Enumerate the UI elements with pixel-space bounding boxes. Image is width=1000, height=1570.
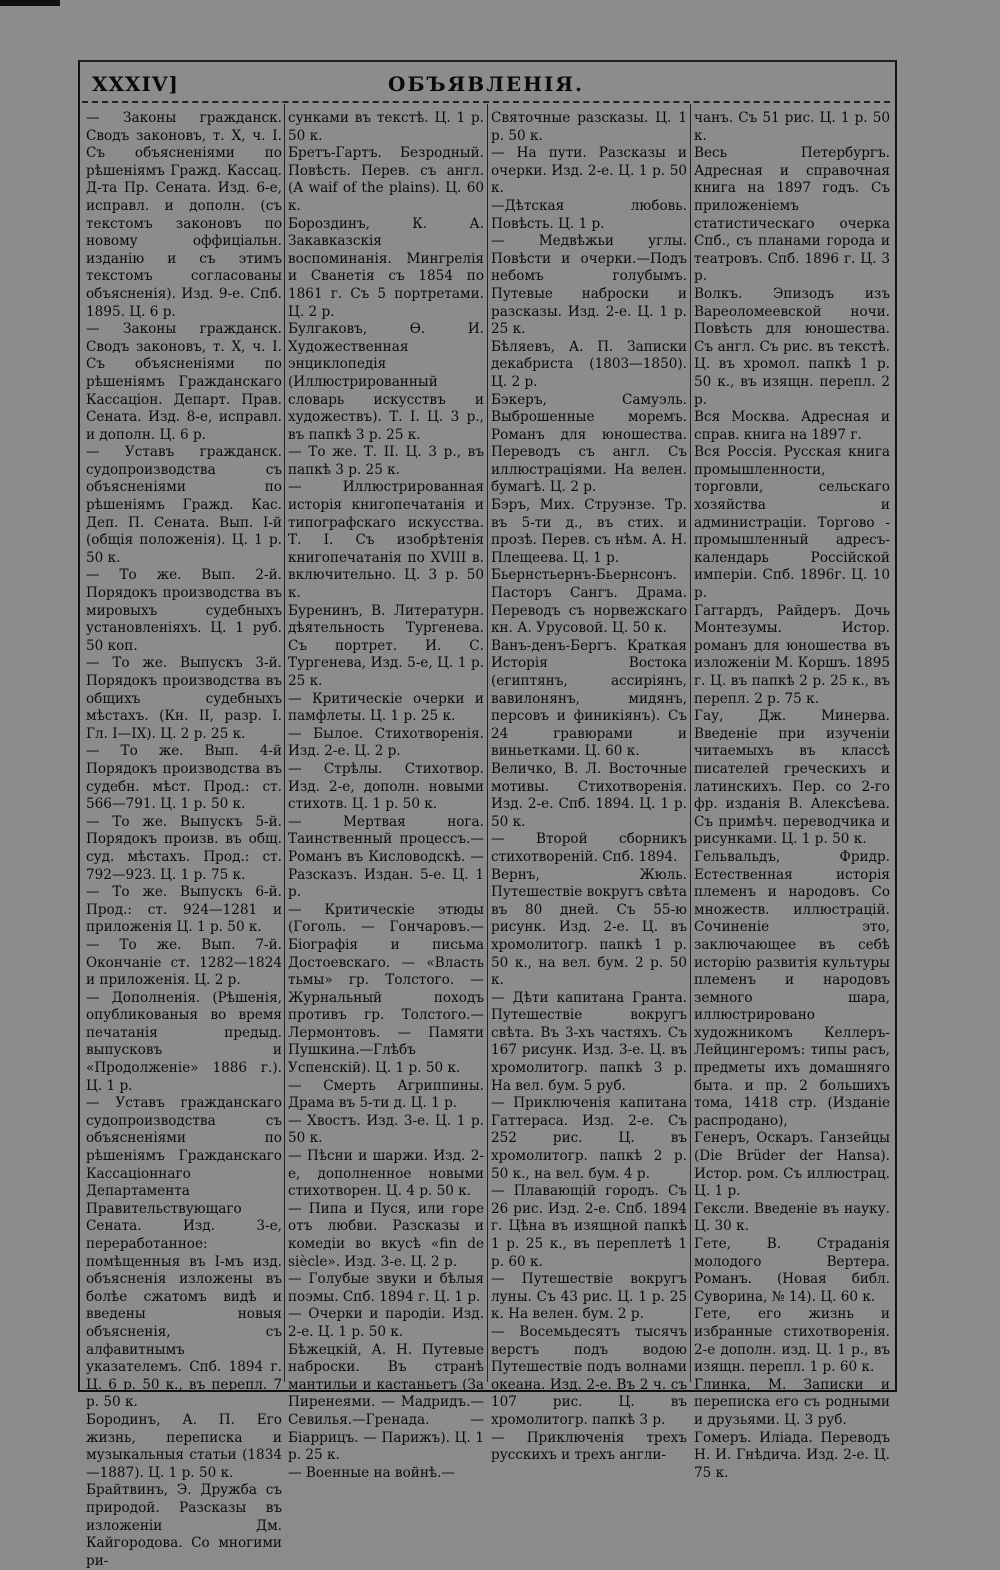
entry: Гаггардъ, Райдеръ. Дочь Монтезумы. Истор. романъ для юношества въ изложеніи М. Коршъ. 1895 г. Ц. въ папкѣ 2 р. 25 к., въ перепл. 2 р. 75 к. — [694, 602, 890, 707]
entry: — Иллюстрированная исторія книгопечатанія и типографскаго искусства. Т. I. Съ изобрѣтенія книгопечатанія по XVIII в. включительно. Ц. 3 р. 50 к. — [288, 479, 484, 602]
entry: — Второй сборникъ стихотвореній. Спб. 1894. — [491, 831, 687, 865]
entry: — Дополненія. (Рѣшенія, опубликованыя во время печатанія предыд. выпусковъ и «Продолженіе» 1886 г.). Ц. 1 р. — [86, 989, 282, 1094]
entry: Ванъ-денъ-Бергъ. Краткая Исторія Востока (египтянъ, ассиріянъ, вавилонянъ, мидянъ, персовъ и финикіянъ). Съ 24 гравюрами и виньетками. Ц. 60 к. — [491, 637, 687, 760]
entry: Вся Москва. Адресная и справ. книга на 1897 г. — [694, 409, 890, 443]
entry: Бьернстьернъ-Бьернсонъ. Пасторъ Сангъ. Драма. Переводъ съ норвежскаго кн. А. Урусовой. Ц. 50 к. — [491, 567, 687, 637]
entry: — Восемьдесятъ тысячъ верстъ подъ водою Путешествіе подъ волнами океана. Изд. 2-е. Въ 2 ч. съ 107 рис. Ц. въ хромолитогр. папкѣ 3 р. — [491, 1323, 687, 1428]
entry: Булгаковъ, Ѳ. И. Художественная энциклопедія (Иллюстрированный словарь искусствъ и художествъ). Т. I. Ц. 3 р., въ папкѣ 3 р. 25 к. — [288, 321, 484, 443]
scan-mark — [0, 0, 60, 6]
entry: Гау, Дж. Минерва. Введеніе при изученіи читаемыхъ въ классѣ писателей греческихъ и латинскихъ. Пер. со 2-го фр. изданія В. Алексѣева. Съ примѣч. переводчика и рисунками. Ц. 1 р. 50 к. — [694, 708, 890, 848]
entry: Гете, В. Страданія молодого Вертера. Романъ. (Новая библ. Суворина, № 14). Ц. 60 к. — [694, 1236, 890, 1305]
entry: Гексли. Введеніе въ науку. Ц. 30 к. — [694, 1200, 890, 1235]
entry: Бородинъ, А. П. Его жизнь, переписка и музыкальныя статьи (1834—1887). Ц. 1 р. 50 к. — [86, 1411, 282, 1481]
entry: чанъ. Съ 51 рис. Ц. 1 р. 50 к. — [694, 110, 890, 144]
entry: Вся Россія. Русская книга промышленности, торговли, сельскаго хозяйства и администраціи. Торгово - промышленный адресъ-календарь Россійской имперіи. Спб. 1896г. Ц. 10 р. — [694, 444, 890, 602]
entry: — Дѣти капитана Гранта. Путешествіе вокругъ свѣта. Въ 3-хъ частяхъ. Съ 167 рисунк. Изд. 3-е. Ц. въ хромолитогр. папкѣ 3 р. На вел. бум. 5 руб. — [491, 989, 687, 1094]
entry: — Медвѣжьи углы. Повѣсти и очерки.—Подъ небомъ голубымъ. Путевые наброски и разсказы. Изд. 2-е. Ц. 1 р. 25 к. — [491, 233, 687, 338]
column-2 — [288, 110, 484, 1481]
entry: — То же. Вып. 4-й Порядокъ производства въ судебн. мѣст. Прод.: ст. 566—791. Ц. 1 р. 50 к. — [86, 743, 282, 813]
entry: Глинка, М. Записки и переписка его съ родными и друзьями. Ц. 3 руб. — [694, 1376, 890, 1428]
page-number: XXXIV] — [92, 72, 179, 96]
entry: — Критическіе этюды (Гоголь. — Гончаровъ.— Біографія и письма Достоевскаго. — «Власть тьмы» гр. Толстого. — Журнальный походъ противъ гр. Толстого.—Лермонтовъ. — Памяти Пушкина.—Глѣбъ Успенскій). Ц. 1 р. 50 к. — [288, 901, 484, 1077]
entry: — На пути. Разсказы и очерки. Изд. 2-е. Ц. 1 р. 50 к. — [491, 145, 687, 197]
entry: — То же. Выпускъ 3-й. Порядокъ производства въ общихъ судебныхъ мѣстахъ. (Кн. II, разр. I. Гл. I—IX). Ц. 2 р. 25 к. — [86, 655, 282, 742]
column-separator — [487, 104, 488, 1382]
entry: сунками въ текстѣ. Ц. 1 р. 50 к. — [288, 110, 484, 144]
running-title: ОБЪЯВЛЕНІЯ. — [388, 72, 584, 96]
column-4 — [694, 110, 890, 1481]
entry: — Смерть Агриппины. Драма въ 5-ти д. Ц. 1 р. — [288, 1077, 484, 1112]
entry: — Приключенія капитана Гаттераса. Изд. 2-е. Съ 252 рис. Ц. въ хромолитогр. папкѣ 2 р. 50 к., на вел. бум. 4 р. — [491, 1095, 687, 1182]
entry: — То же. Вып. 7-й. Окончаніе ст. 1282—1824 и приложенія. Ц. 2 р. — [86, 936, 282, 989]
header-rule — [82, 101, 890, 103]
entry: Бороздинъ, К. А. Закавказскія воспоминанія. Мингрелія и Сванетія съ 1854 по 1861 г. Съ 5 портретами. Ц. 2 р. — [288, 215, 484, 320]
entry: — Плавающій городъ. Съ 26 рис. Изд. 2-е. Спб. 1894 г. Цѣна въ изящной папкѣ 1 р. 25 к., въ переплетѣ 1 р. 60 к. — [491, 1183, 687, 1270]
entry: Гельвальдъ, Фридр. Естественная исторія племенъ и народовъ. Со множеств. иллюстрацій. Сочиненіе это, заключающее въ себѣ исторію развитія культуры племенъ и народовъ земного шара, иллюстрировано художникомъ Келлеръ-Лейцингеромъ: типы расъ, предметы ихъ домашняго быта. и пр. 2 большихъ тома, 1418 стр. (Изданіе распродано), — [694, 848, 890, 1129]
entry: —Дѣтская любовь. Повѣсть. Ц. 1 р. — [491, 197, 687, 232]
entry: — Законы гражданск. Сводъ законовъ, т. X, ч. I. Съ объясненіями по рѣшеніямъ Гражданскаго Кассаціон. Департ. Прав. Сената. Изд. 8-е, исправл. и дополн. Ц. 6 р. — [86, 321, 282, 443]
entry: — Военные на войнѣ.— — [288, 1464, 455, 1481]
entry: — То же. Выпускъ 6-й. Прод.: ст. 924—1281 и приложенія Ц. 1 р. 50 к. — [86, 884, 282, 936]
entry: Величко, В. Л. Восточные мотивы. Стихотворенія. Изд. 2-е. Спб. 1894. Ц. 1 р. 50 к. — [491, 760, 687, 830]
entry: Волкъ. Эпизодъ изъ Вареоломеевской ночи. Повѣсть для юношества. Съ англ. Съ рис. въ текстѣ. Ц. въ хромол. папкѣ 1 р. 50 к., въ изящн. перепл. 2 р. — [694, 285, 890, 408]
entry: — Критическіе очерки и памфлеты. Ц. 1 р. 25 к. — [288, 690, 484, 725]
entry: — То же. Выпускъ 5-й. Порядокъ произв. въ общ. суд. мѣстахъ. Прод.: ст. 792—923. Ц. 1 р. 75 к. — [86, 813, 282, 883]
entry: Весь Петербургъ. Адресная и справочная книга на 1897 годъ. Съ приложеніемъ статистическаго очерка Спб., съ планами города и театровъ. Спб. 1896 г. Ц. 3 р. — [694, 145, 890, 285]
entry: — То же. Вып. 2-й. Порядокъ производства въ мировыхъ судебныхъ установленіяхъ. Ц. 1 руб. 50 коп. — [86, 567, 282, 654]
entry: — Мертвая нога. Таинственный процессъ.— Романъ въ Кисловодскѣ. —Разсказъ. Издан. 5-е. Ц. 1 р. — [288, 813, 484, 901]
column-3 — [491, 110, 687, 1464]
entry: Бретъ-Гартъ. Безродный. Повѣсть. Перев. съ англ. (A waif of the plains). Ц. 60 к. — [288, 145, 484, 214]
column-separator — [690, 104, 691, 1382]
entry: Бѣляевъ, А. П. Записки декабриста (1803—1850). Ц. 2 р. — [491, 338, 687, 390]
entry: Бэръ, Мих. Струэнзе. Тр. въ 5-ти д., въ стих. и прозѣ. Перев. съ нѣм. А. Н. Плещеева. Ц. 1 р. — [491, 497, 687, 566]
entry: Гете, его жизнь и избранные стихотворенія. 2-е дополн. изд. Ц. 1 р., въ изящн. перепл. 1 р. 60 к. — [694, 1306, 890, 1376]
entry: — Голубые звуки и бѣлыя поэмы. Спб. 1894 г. Ц. 1 р. — [288, 1271, 484, 1305]
entry: — Уставъ гражданскаго судопроизводства съ объясненіями по рѣшеніямъ Гражданскаго Кассаціоннаго Департамента Правительствующаго Сената. Изд. 3-е, переработанное: помѣщенныя въ I-мъ изд. объясненія изложены въ болѣе сжатомъ видѣ и введены новыя объясненія, съ алфавитнымъ указателемъ. Спб. 1894 г. Ц. 6 р. 50 к., въ перепл. 7 р. 50 к. — [86, 1095, 282, 1411]
entry: — Стрѣлы. Стихотвор. Изд. 2-е, дополн. новыми стихотв. Ц. 1 р. 50 к. — [288, 760, 484, 813]
entry: Святочные разсказы. Ц. 1 р. 50 к. — [491, 110, 687, 144]
entry: — Приключенія трехъ русскихъ и трехъ англи- — [491, 1429, 687, 1464]
entry: Вернъ, Жюль. Путешествіе вокругъ свѣта въ 80 дней. Съ 55-ю рисунк. Изд. 2-е. Ц. въ хромолитогр. папкѣ 1 р. 50 к., на вел. бум. 2 р. 50 к. — [491, 866, 687, 989]
column-1 — [86, 110, 282, 1569]
entry: Брайтвинъ, Э. Дружба съ природой. Разсказы въ изложеніи Дм. Кайгородова. Со многими ри- — [86, 1482, 282, 1569]
entry: Гомеръ. Иліада. Переводъ Н. И. Гнѣдича. Изд. 2-е. Ц. 75 к. — [694, 1429, 890, 1481]
entry: Буренинъ, В. Литературн. дѣятельность Тургенева. Съ портрет. И. С. Тургенева, Изд. 5-е, Ц. 1 р. 25 к. — [288, 602, 484, 689]
entry: Бѣжецкій, А. Н. Путевые наброски. Въ странѣ мантильи и кастаньетъ (За Пиренеями. — Мадридъ.—Севилья.—Гренада. — Біаррицъ. — Парижъ). Ц. 1 р. 25 к. — [288, 1341, 484, 1464]
entry: — Очерки и пародіи. Изд. 2-е. Ц. 1 р. 50 к. — [288, 1306, 484, 1340]
entry: — Уставъ гражданск. судопроизводства съ объясненіями по рѣшеніямъ Гражд. Кас. Деп. П. Сената. Вып. I-й (общія положенія). Ц. 1 р. 50 к. — [86, 444, 282, 566]
entry: — Хвостъ. Изд. 3-е. Ц. 1 р. 50 к. — [288, 1112, 484, 1147]
entry: — Пипа и Пуся, или горе отъ любви. Разсказы и комедіи во вкусѣ «fin de siècle». Изд. 3-е. Ц. 2 р. — [288, 1200, 484, 1270]
page-header — [86, 72, 886, 98]
entry: — Законы гражданск. Сводъ законовъ, т. X, ч. I. Съ объясненіями по рѣшеніямъ Гражд. Кассац. Д-та Пр. Сената. Изд. 6-е, исправл. и дополн. (съ текстомъ законовъ по новому оффиціальн. изданію и съ этимъ текстомъ согласованы объясненія). Изд. 9-е. Спб. 1895. Ц. 6 р. — [86, 110, 282, 320]
entry: — Былое. Стихотворенія. Изд. 2-е. Ц. 2 р. — [288, 725, 484, 760]
entry: — Пѣсни и шаржи. Изд. 2-е, дополненное новыми стихотворен. Ц. 4 р. 50 к. — [288, 1148, 484, 1200]
entry: — То же. Т. II. Ц. 3 р., въ папкѣ 3 р. 25 к. — [288, 444, 484, 478]
entry: Генеръ, Оскаръ. Ганзейцы (Die Brüder der Hansa). Истор. ром. Съ иллюстрац. Ц. 1 р. — [694, 1130, 890, 1200]
column-separator — [284, 104, 285, 1382]
entry: — Путешествіе вокругъ луны. Съ 43 рис. Ц. 1 р. 25 к. На велен. бум. 2 р. — [491, 1271, 687, 1323]
entry: Бэкеръ, Самуэль. Выброшенные моремъ. Романъ для юношества. Переводъ съ англ. Съ иллюстраціями. На велен. бумагѣ. Ц. 2 р. — [491, 391, 687, 496]
